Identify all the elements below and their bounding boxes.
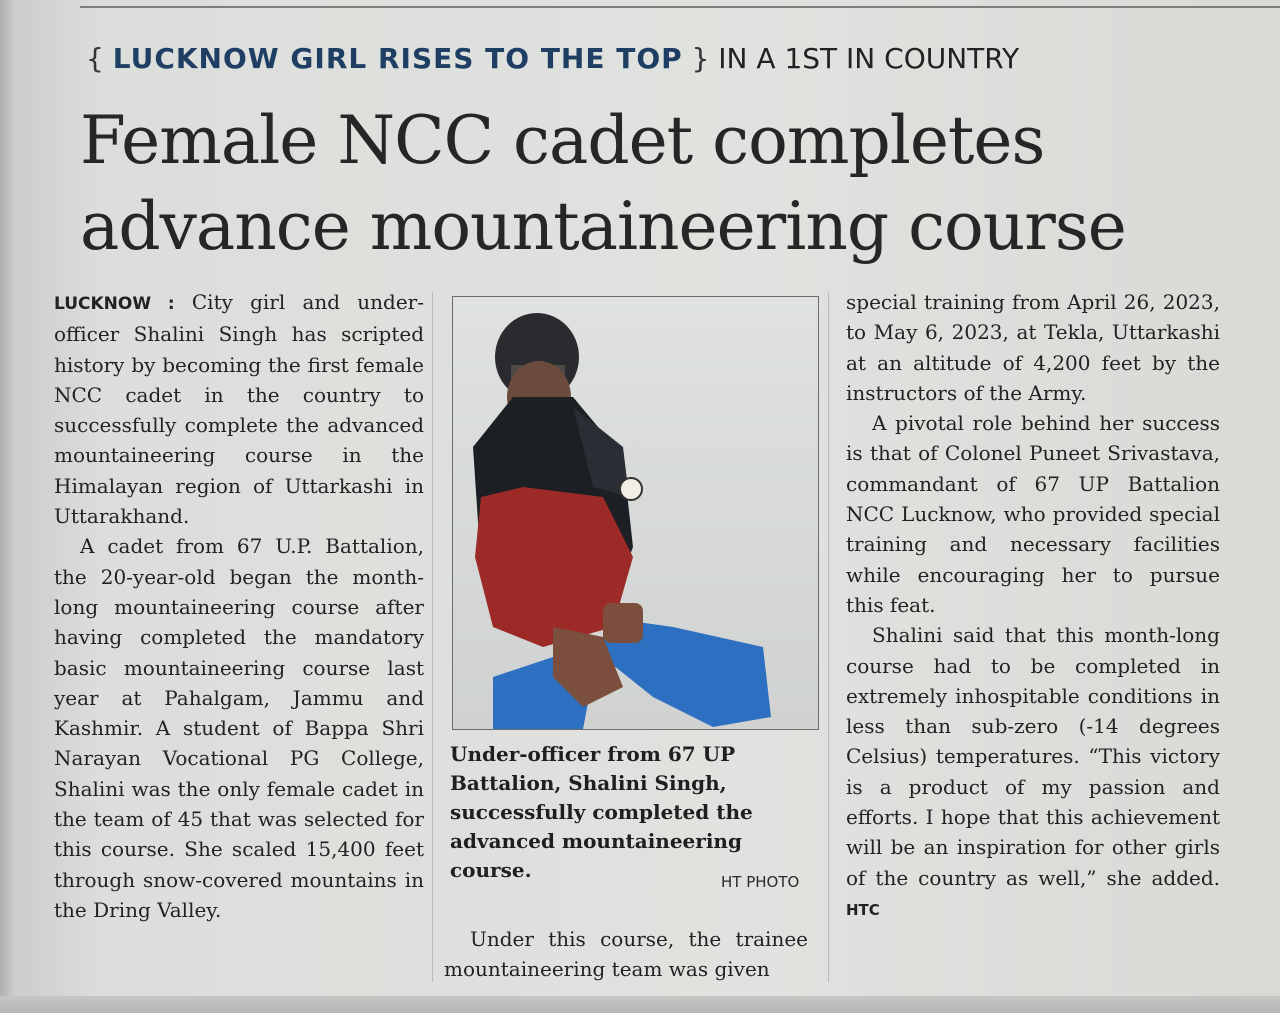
- kicker-main: LUCKNOW GIRL RISES TO THE TOP: [112, 42, 683, 75]
- article-column-3: [846, 287, 1220, 925]
- news-photo: [452, 296, 819, 730]
- headline: [80, 98, 1230, 270]
- article-column-1: [54, 287, 424, 925]
- kicker: [86, 36, 1020, 82]
- col2-paragraph-1: Under this course, the trainee mountaineering team was given: [444, 927, 808, 982]
- column-divider-left: [432, 292, 433, 982]
- dateline: LUCKNOW :: [54, 294, 175, 314]
- col3-paragraph-3-text: Shalini said that this month-long course had to be completed in extremely inhospitable conditions in less than sub-zero (-14 degrees Celsius) temperatures. “This victory is a product of my passion and efforts. I hope that this achievement will be an inspiration for other girls of the country as well,” she added.: [846, 623, 1220, 890]
- headline-line-1: Female NCC cadet completes: [80, 102, 1045, 179]
- col1-paragraph-1-text: City girl and under-officer Shalini Singh has scripted history by becoming the first female NCC cadet in the country to successfully complete the advanced mountaineering course in the Himalayan region of Uttarkashi in Uttarakhand.: [54, 290, 424, 529]
- col1-paragraph-1: [54, 287, 424, 531]
- col3-paragraph-2: A pivotal role behind her success is that of Colonel Puneet Srivastava, commandant of 67 UP Battalion NCC Lucknow, who provided special training and necessary facilities while encouraging her to pursue this feat.: [846, 411, 1220, 617]
- photo-caption: Under-officer from 67 UP Battalion, Shalini Singh, successfully completed the advanced mountaineering course.: [450, 742, 753, 882]
- col1-paragraph-2: A cadet from 67 U.P. Battalion, the 20-year-old began the month-long mountaineering course after having completed the mandatory basic mountaineering course last year at Pahalgam, Jammu and Kashmir. A student of Bappa Shri Narayan Vocational PG College, Shalini was the only female cadet in the team of 45 that was selected for this course. She scaled 15,400 feet through snow-covered mountains in the Dring Valley.: [54, 534, 424, 922]
- kicker-sub: IN A 1ST IN COUNTRY: [718, 42, 1020, 75]
- photo-credit: HT PHOTO: [721, 873, 800, 891]
- headline-line-2: advance mountaineering course: [80, 188, 1126, 265]
- top-rule: [80, 6, 1280, 8]
- agency-credit: HTC: [846, 900, 880, 919]
- article-column-2: [444, 924, 808, 985]
- page-bottom-edge: [0, 996, 1280, 1013]
- kicker-open-brace: {: [86, 42, 104, 75]
- col3-paragraph-1: special training from April 26, 2023, to May 6, 2023, at Tekla, Uttarkashi at an altitude of 4,200 feet by the instructors of the Army.: [846, 290, 1220, 405]
- cadet-photo-illustration: [453, 297, 818, 729]
- col3-paragraph-3: [846, 620, 1220, 925]
- page-left-edge: [0, 0, 16, 1013]
- kicker-close-brace: }: [691, 42, 710, 75]
- column-divider-right: [828, 292, 829, 982]
